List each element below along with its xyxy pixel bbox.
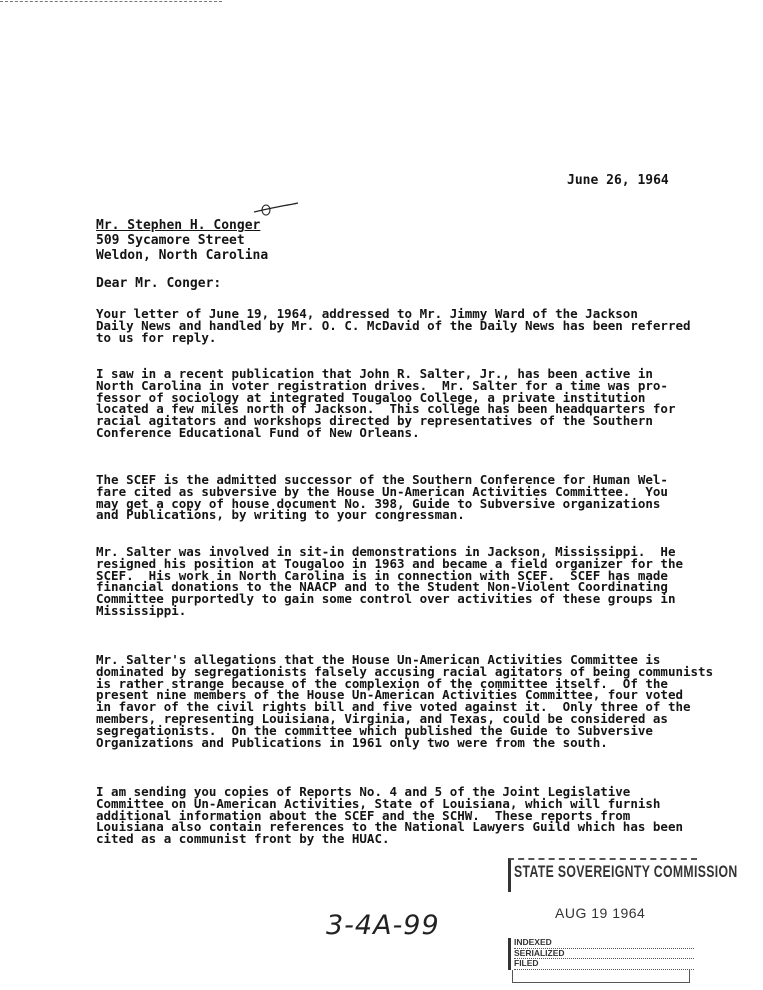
paragraph-line: additional information about the SCEF and the SCHW. These reports from	[96, 807, 631, 823]
paragraph-line: located a few miles north of Jackson. This college has been headquarters for	[96, 401, 676, 417]
recipient-street: 509 Sycamore Street	[96, 233, 245, 248]
handwritten-file-number: 3-4A-99	[326, 910, 440, 941]
paragraph-line: Daily News and handled by Mr. O. C. McDavid of the Daily News has been referred	[96, 317, 691, 333]
paragraph-line: Committee on Un-American Activities, State of Louisiana, which will furnish	[96, 795, 661, 811]
stamp-title: STATE SOVEREIGNTY COMMISSION	[514, 862, 738, 881]
paragraph-line: members, representing Louisiana, Virginia, and Texas, could be considered as	[96, 710, 668, 726]
paragraph-line: I saw in a recent publication that John R. Salter, Jr., has been active in	[96, 366, 653, 381]
paragraph-line: Mr. Salter was involved in sit-in demonstrations in Jackson, Mississippi. He	[96, 544, 676, 559]
stamp-field-serialized: SERIALIZED	[514, 949, 694, 960]
recipient-name: Mr. Stephen H. Conger	[96, 218, 261, 233]
paragraph-line: to us for reply.	[96, 329, 217, 345]
top-dashed-rule	[0, 1, 222, 2]
paragraph-3	[96, 474, 668, 521]
paragraph-line: I am sending you copies of Reports No. 4 and 5 of the Joint Legislative	[96, 784, 631, 799]
stamp-bottom-box	[512, 970, 690, 983]
paragraph-line: is rather strange because of the complexion of the committee itself. Of the	[96, 675, 668, 691]
sovereignty-commission-stamp	[508, 858, 738, 986]
recipient-city: Weldon, North Carolina	[96, 248, 269, 263]
letter-date: June 26, 1964	[567, 173, 669, 188]
paragraph-line: SCEF. His work in North Carolina is in connection with SCEF. SCEF has made	[96, 567, 668, 583]
paragraph-line: North Carolina in voter registration drives. Mr. Salter for a time was pro-	[96, 377, 668, 393]
paragraph-line: present nine members of the House Un-American Activities Committee, four voted	[96, 687, 683, 703]
paragraph-line: financial donations to the NAACP and to the Student Non-Violent Coordinating	[96, 579, 668, 595]
paragraph-4	[96, 546, 683, 617]
paragraph-line: Louisiana also contain references to the National Lawyers Guild which has been	[96, 819, 683, 835]
paragraph-line: may get a copy of house document No. 398, Guide to Subversive organizations	[96, 495, 661, 511]
paragraph-line: dominated by segregationists falsely accusing racial agitators of being communists	[96, 663, 714, 679]
paragraph-line: Conference Educational Fund of New Orleans.	[96, 424, 420, 440]
paragraph-line: cited as a communist front by the HUAC.	[96, 831, 390, 847]
stamp-field-filed: FILED	[514, 959, 694, 970]
stamp-fields	[508, 938, 694, 970]
recipient-address	[96, 218, 268, 263]
paragraph-5	[96, 654, 713, 748]
paragraph-line: The SCEF is the admitted successor of the Southern Conference for Human Wel-	[96, 472, 668, 487]
handwritten-check-mark	[252, 198, 300, 226]
paragraph-line: fare cited as subversive by the House Un-American Activities Committee. You	[96, 483, 668, 499]
paragraph-1	[96, 308, 691, 343]
paragraph-line: resigned his position at Tougaloo in 1963 and became a field organizer for the	[96, 555, 683, 571]
salutation: Dear Mr. Conger:	[96, 276, 222, 291]
paragraph-line: in favor of the civil rights bill and five voted against it. Only three of the	[96, 699, 691, 715]
paragraph-line: Mississippi.	[96, 602, 187, 618]
paragraph-line: and Publications, by writing to your congressman.	[96, 507, 465, 523]
paragraph-line: Mr. Salter's allegations that the House Un-American Activities Committee is	[96, 652, 661, 667]
paragraph-6	[96, 786, 683, 845]
paragraph-line: segregationists. On the committee which published the Guide to Subversive	[96, 722, 653, 738]
stamp-date: AUG 19 1964	[555, 905, 646, 921]
paragraph-2	[96, 368, 675, 439]
paragraph-line: Your letter of June 19, 1964, addressed to Mr. Jimmy Ward of the Jackson	[96, 306, 638, 321]
stamp-field-indexed: INDEXED	[514, 938, 694, 949]
paragraph-line: fessor of sociology at integrated Tougaloo College, a private institution	[96, 389, 646, 405]
paragraph-line: Committee purportedly to gain some control over activities of these groups in	[96, 591, 676, 607]
paragraph-line: racial agitators and workshops directed by representatives of the Southern	[96, 413, 653, 429]
paragraph-line: Organizations and Publications in 1961 only two were from the south.	[96, 734, 608, 750]
